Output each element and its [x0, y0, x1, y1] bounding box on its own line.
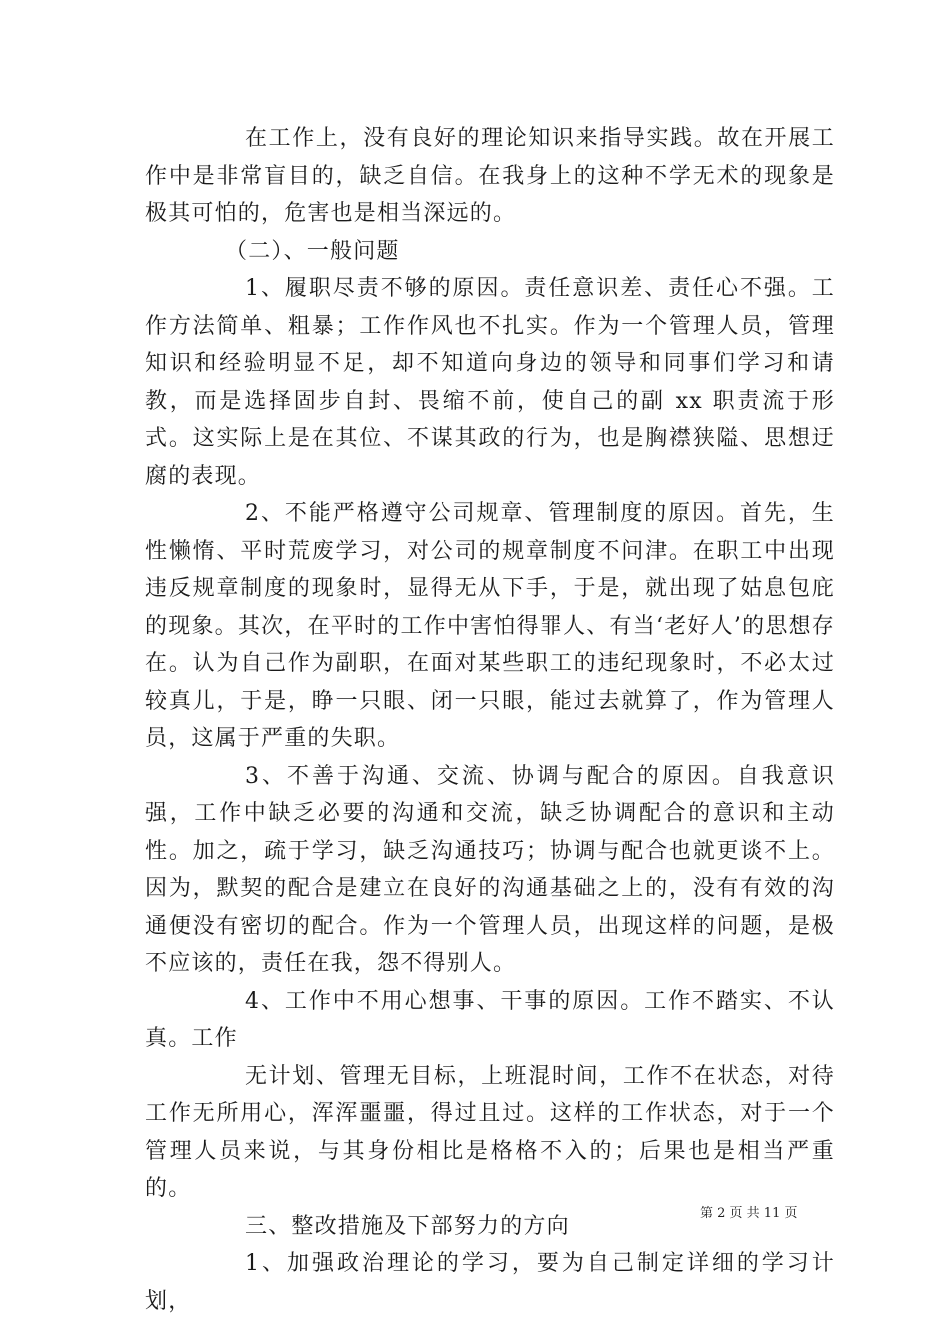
paragraph-item-4: 4、工作中不用心想事、干事的原因。工作不踏实、不认真。工作: [145, 988, 835, 1051]
paragraph-item-3: 3、不善于沟通、交流、协调与配合的原因。自我意识强，工作中缺乏必要的沟通和交流，缺乏协调配合的意识和主动性。加之，疏于学习，缺乏沟通技巧；协调与配合也就更谈不上。因为，默契的配合是建立在良好的沟通基础之上的，没有有效的沟通便没有密切的配合。作为一个管理人员，出现这样的问题，是极不应该的，责任在我，怨不得别人。: [145, 763, 835, 976]
paragraph-item-1: 1、履职尽责不够的原因。责任意识差、责任心不强。工作方法简单、粗暴；工作作风也不扎实。作为一个管理人员，管理知识和经验明显不足，却不知道向身边的领导和同事们学习和请教，而是选择固步自封、畏缩不前，使自己的副 xx 职责流于形式。这实际上是在其位、不谋其政的行为，也是胸襟狭隘、思想迂腐的表现。: [145, 276, 835, 489]
section-heading-rectification: 三、整改措施及下部努力的方向: [245, 1213, 570, 1239]
paragraph-theory-practice: 在工作上，没有良好的理论知识来指导实践。故在开展工作中是非常盲目的，缺乏自信。在我身上的这种不学无术的现象是极其可怕的，危害也是相当深远的。: [145, 126, 835, 226]
page-number-footer: 第 2 页 共 11 页: [700, 1206, 798, 1221]
paragraph-item-4-continued: 无计划、管理无目标，上班混时间，工作不在状态，对待工作无所用心，浑浑噩噩，得过且过。这样的工作状态，对于一个管理人员来说，与其身份相比是格格不入的；后果也是相当严重的。: [145, 1063, 835, 1201]
paragraph-measure-1: 1、加强政治理论的学习，要为自己制定详细的学习计划，: [145, 1251, 835, 1314]
document-body: [145, 120, 835, 1320]
paragraph-item-2: 2、不能严格遵守公司规章、管理制度的原因。首先，生性懒惰、平时荒废学习，对公司的规章制度不问津。在职工中出现违反规章制度的现象时，显得无从下手，于是，就出现了姑息包庇的现象。其次，在平时的工作中害怕得罪人、有当‘老好人’的思想存在。认为自己作为副职，在面对某些职工的违纪现象时，不必太过较真儿，于是，睁一只眼、闭一只眼，能过去就算了，作为管理人员，这属于严重的失职。: [145, 501, 835, 751]
section-heading-general-issues: （二）、一般问题: [225, 238, 400, 264]
